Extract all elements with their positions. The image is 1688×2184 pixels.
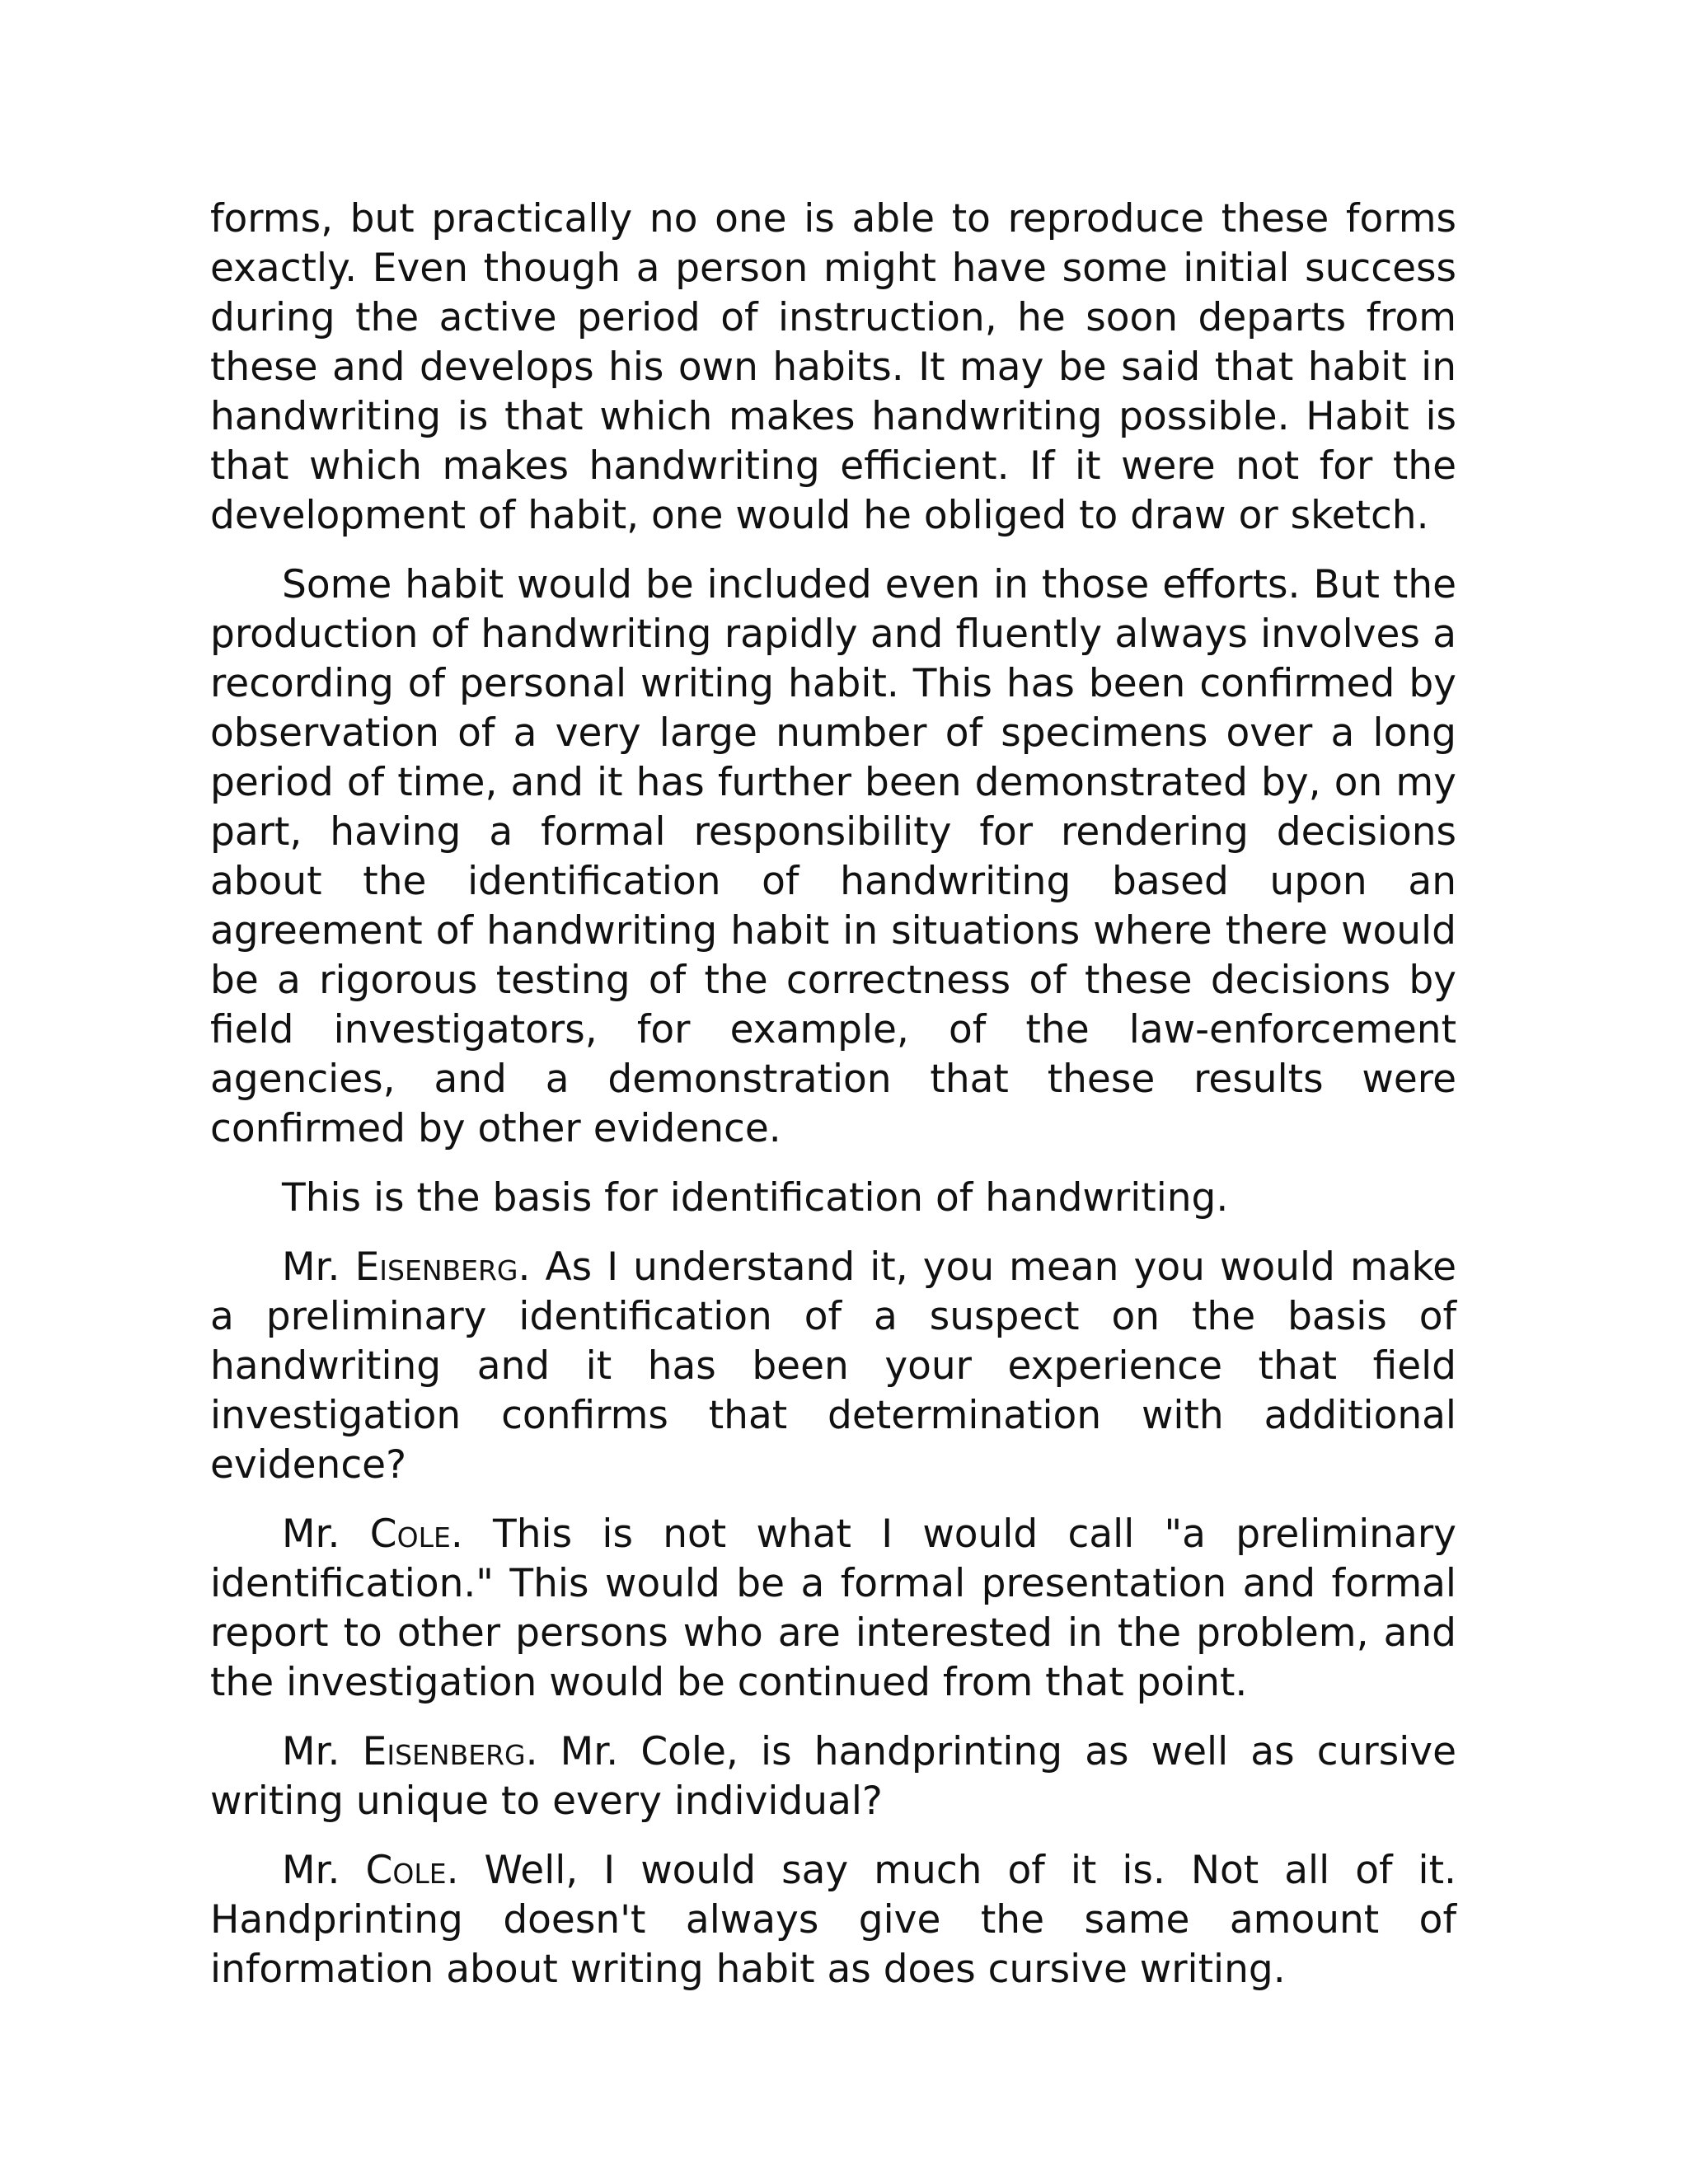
dialogue-paragraph xyxy=(210,1243,1456,1490)
dialogue-text: . Mr. Cole, is handprinting as well as cursive writing unique to every individual? xyxy=(210,1729,1456,1824)
body-paragraph: Some habit would be included even in those efforts. But the production of handwriting rapidly and fluently always involves a recording of personal writing habit. This has been confirmed by observation of a very large number of specimens over a long period of time, and it has further been demonstrated by, on my part, having a formal responsibility for rendering decisions about the identification of handwriting based upon an agreement of handwriting habit in situations where there would be a rigorous testing of the correctness of these decisions by field investigators, for example, of the law-enforcement agencies, and a demonstration that these results were confirmed by other evidence. xyxy=(210,562,1456,1151)
speaker-name: Cole xyxy=(365,1848,447,1893)
dialogue-text: . This is not what I would call "a preliminary identification." This would be a formal presentation and formal report to other persons who are interested in the problem, and the investigation would be continued from that point. xyxy=(210,1511,1456,1705)
body-paragraph: forms, but practically no one is able to reproduce these forms exactly. Even though a person might have some initial success during the active period of instruction, he soon departs from these and develops his own habits. It may be said that habit in handwriting is that which makes handwriting possible. Habit is that which makes handwriting efficient. If it were not for the development of habit, one would he obliged to draw or sketch. xyxy=(210,196,1456,538)
document-page xyxy=(210,194,1456,2014)
speaker-name: Cole xyxy=(369,1511,451,1557)
speaker-title: Mr. xyxy=(282,1244,355,1290)
dialogue-text: . Well, I would say much of it is. Not all of it. Handprinting doesn't always give the same amount of information about writing habit as does cursive writing. xyxy=(210,1848,1456,1992)
dialogue-text: . As I understand it, you mean you would make a preliminary identification of a suspect on the basis of handwriting and it has been your experience that field investigation confirms that determination with additional evidence? xyxy=(210,1244,1456,1488)
speaker-title: Mr. xyxy=(282,1511,370,1557)
speaker-name: Eisenberg xyxy=(362,1729,526,1774)
body-paragraph: This is the basis for identification of handwriting. xyxy=(282,1175,1229,1221)
speaker-title: Mr. xyxy=(282,1848,366,1893)
dialogue-paragraph xyxy=(210,1510,1456,1708)
speaker-title: Mr. xyxy=(282,1729,363,1774)
speaker-name: Eisenberg xyxy=(354,1244,518,1290)
dialogue-paragraph xyxy=(210,1727,1456,1826)
dialogue-paragraph xyxy=(210,1846,1456,1994)
